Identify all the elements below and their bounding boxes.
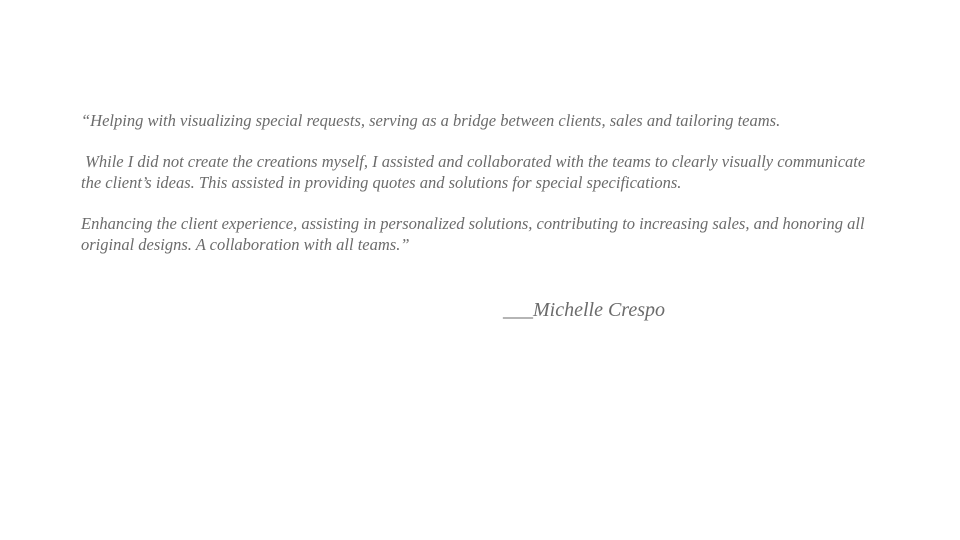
signature: ___Michelle Crespo (503, 299, 666, 321)
quote-paragraph-2: While I did not create the creations myself, I assisted and collaborated with the teams to clearly visually communicate the client’s ideas. This assisted in providing quotes and solutions for special specifications. (81, 152, 870, 192)
quote-paragraph-1: “Helping with visualizing special requests, serving as a bridge between clients, sales and tailoring teams. (81, 111, 781, 130)
testimonial-quote (81, 110, 871, 275)
quote-paragraph-3: Enhancing the client experience, assisting in personalized solutions, contributing to increasing sales, and honoring all original designs. A collaboration with all teams.” (81, 214, 869, 254)
